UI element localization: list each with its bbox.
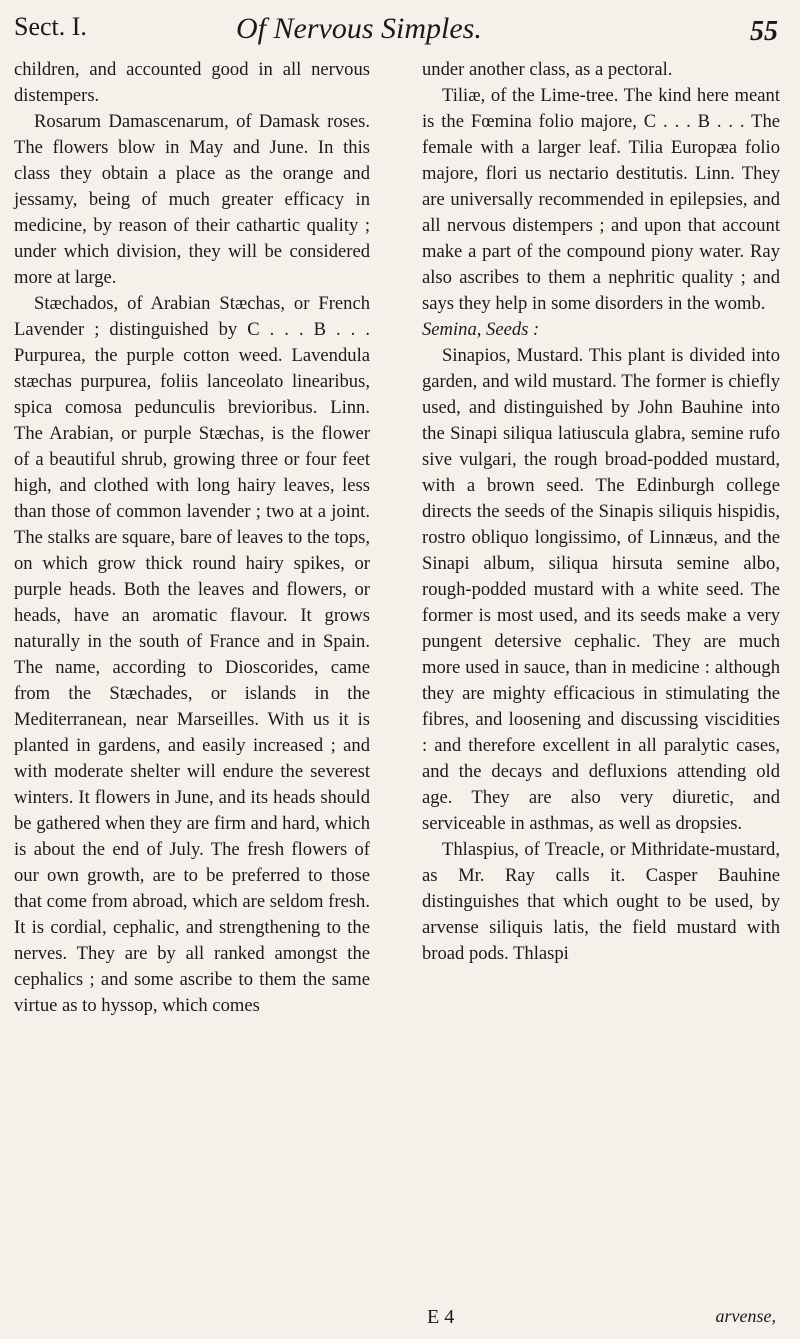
page-number: 55 bbox=[750, 16, 778, 47]
paragraph-sinapios: Sinapios, Mustard. This plant is divided into garden, and wild mustard. The former is chiefly used, and distinguished by John Bauhine into the Sinapi siliqua latiuscula glabra, semine rufo sive vulgari, the rough broad-podded mustard, with a brown seed. The Edinburgh college directs the seeds of the Sinapis siliquis hispidis, rostro obliquo longissimo, of Linnæus, and the Sinapi album, siliqua hirsuta semine albo, rough-podded mustard with a white seed. The former is most used, and its seeds make a very pungent detersive cephalic. They are much more used in sauce, than in medicine : although they are mighty efficacious in stimulating the fibres, and loosening and discussing viscidities : and therefore excellent in all paralytic cases, and the decays and defluxions attending old age. They are also very diuretic, and serviceable in asthmas, as well as dropsies. bbox=[422, 345, 780, 834]
running-header bbox=[14, 8, 778, 52]
section-heading-semina: Semina, Seeds : bbox=[422, 319, 540, 340]
paragraph: under another class, as a pectoral. bbox=[422, 59, 673, 80]
right-column bbox=[422, 57, 780, 967]
catchword: arvense, bbox=[715, 1306, 776, 1326]
signature-mark: E 4 bbox=[427, 1306, 455, 1328]
paragraph-staechados: Stæchados, of Arabian Stæchas, or French Lavender ; distinguished by C . . . B . . . Purpurea, the purple cotton weed. Lavendula stæchas purpurea, foliis lanceolato linearibus, spica comosa pedunculis brevioribus. Linn. The Arabian, or purple Stæchas, is the flower of a beautiful shrub, growing three or four feet high, and clothed with long hairy leaves, less than those of common lavender ; two at a joint. The stalks are square, bare of leaves to the tops, on which grow thick round hairy spikes, or purple heads. Both the leaves and flowers, or heads, have an aromatic flavour. It grows naturally in the south of France and in Spain. The name, according to Dioscorides, came from the Stæchades, or islands in the Mediterranean, near Marseilles. With us it is planted in gardens, and easily increased ; and with moderate shelter will endure the severest winters. It flowers in June, and its heads should be gathered when they are firm and hard, which is about the end of July. The fresh flowers of our own growth, are to be preferred to those that come from abroad, which are seldom fresh. It is cordial, cephalic, and strengthening to the nerves. They are by all ranked amongst the cephalics ; and some ascribe to them the same virtue as to hyssop, which comes bbox=[14, 293, 370, 1016]
left-column bbox=[14, 57, 370, 1019]
paragraph-rosarum: Rosarum Damascenarum, of Damask roses. The flowers blow in May and June. In this class they obtain a place as the orange and jessamy, being of much greater efficacy in medicine, by reason of their cathartic quality ; under which division, they will be considered more at large. bbox=[14, 111, 370, 288]
section-label: Sect. I. bbox=[14, 12, 87, 41]
paragraph-tiliae: Tiliæ, of the Lime-tree. The kind here meant is the Fœmina folio majore, C . . . B . . . The female with a larger leaf. Tilia Europæa folio majore, flori us nectario destitutis. Linn. They are universally recommended in epilepsies, and all nervous distempers ; and upon that account make a part of the compound piony water. Ray also ascribes to them a nephritic quality ; and says they help in some disorders in the womb. bbox=[422, 85, 780, 314]
page-footer bbox=[0, 1306, 800, 1334]
paragraph: children, and accounted good in all nervous distempers. bbox=[14, 59, 370, 106]
paragraph-thlaspius: Thlaspius, of Treacle, or Mithridate-mustard, as Mr. Ray calls it. Casper Bauhine distinguishes that which ought to be used, by arvense siliquis latis, the field mustard with broad pods. Thlaspi bbox=[422, 839, 780, 964]
running-title: Of Nervous Simples. bbox=[236, 12, 482, 45]
